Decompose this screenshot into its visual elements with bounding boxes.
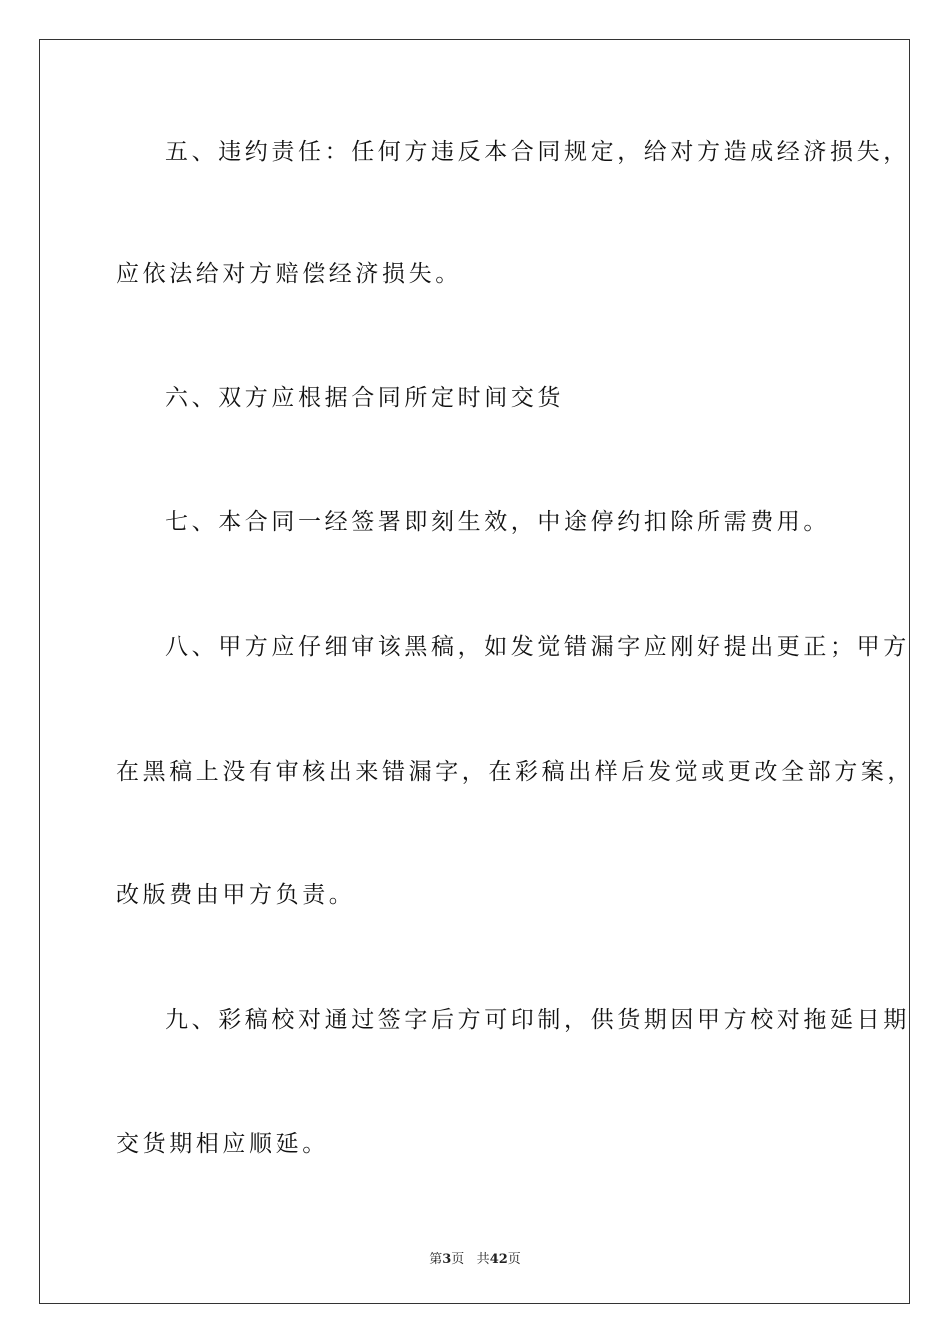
clause-8-line-1: 八、甲方应仔细审该黑稿，如发觉错漏字应刚好提出更正；甲方 [165,634,910,660]
footer-total-suffix: 页 [507,1252,521,1267]
footer-page-number: 3 [442,1252,452,1267]
page-border [39,39,910,1304]
footer-total-prefix: 共 [476,1252,490,1267]
clause-8-line-3: 改版费由甲方负责。 [116,882,356,908]
clause-5-line-2: 应依法给对方赔偿经济损失。 [116,261,462,287]
clause-5-line-1: 五、违约责任：任何方违反本合同规定，给对方造成经济损失， [165,139,910,165]
clause-7-line-1: 七、本合同一经签署即刻生效，中途停约扣除所需费用。 [165,509,830,535]
clause-9-line-2: 交货期相应顺延。 [116,1131,329,1157]
clause-8-line-2: 在黑稿上没有审核出来错漏字，在彩稿出样后发觉或更改全部方案， [116,759,914,785]
clause-6-line-1: 六、双方应根据合同所定时间交货 [165,385,564,411]
page-footer [0,1248,950,1267]
footer-page-suffix: 页 [451,1252,465,1267]
footer-page-prefix: 第 [429,1252,443,1267]
footer-total-pages: 42 [489,1252,508,1267]
clause-9-line-1: 九、彩稿校对通过签字后方可印制，供货期因甲方校对拖延日期 [165,1007,910,1033]
